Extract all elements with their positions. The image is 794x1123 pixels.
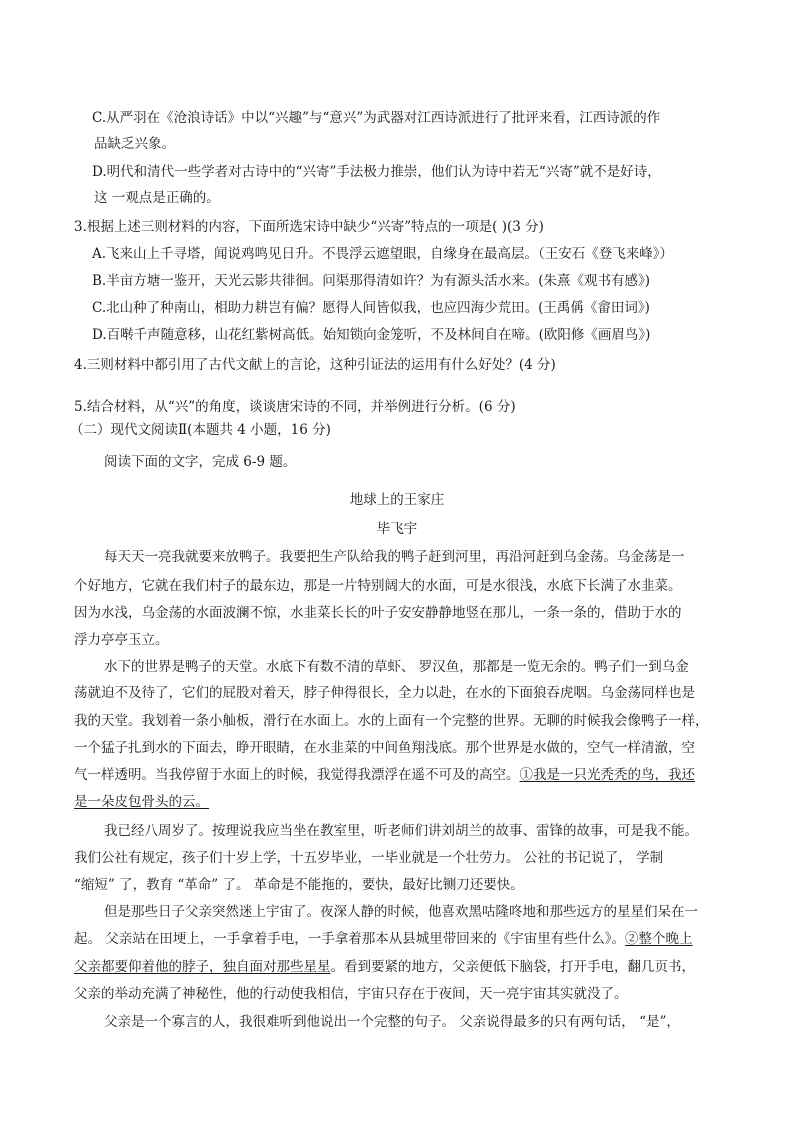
p5-line1: 父亲是一个寡言的人，我很难听到他说出一个完整的句子。 父亲说得最多的只有两句话， “是”， xyxy=(104,1014,680,1030)
p3-line3: “缩短” 了，教育 “革命” 了。 革命是不能拖的，要快，最好比铡刀还要快。 xyxy=(74,877,524,893)
q3-option-c: C.北山种了种南山，相助力耕岂有偏？愿得人间皆似我，也应四海少荒田。(王禹偁《畲田词》) xyxy=(92,300,650,316)
p1-line1: 每天天一亮我就要来放鸭子。我要把生产队给我的鸭子赶到河里，再沿河赶到乌金荡。乌金荡是一 xyxy=(104,549,685,565)
p2-marked-sentence-1a: ①我是一只光秃秃的鸟，我还 xyxy=(519,767,695,783)
p1-line3: 因为水浅，乌金荡的水面波澜不惊，水韭菜长长的叶子安安静静地竖在那儿，一条一条的，借助于水的 xyxy=(74,605,682,621)
q4-stem: 4.三则材料中都引用了古代文献上的言论，这种引证法的运用有什么好处？(4 分) xyxy=(74,357,556,373)
q3-option-a: A.飞来山上千寻塔，闻说鸡鸣见日升。不畏浮云遮望眼，自缘身在最高层。（王安石《登飞来峰》） xyxy=(92,246,674,262)
q2-option-d-line1: D.明代和清代一些学者对古诗中的“兴寄”手法极力推崇，他们认为诗中若无“兴寄”就不是好诗， xyxy=(92,164,661,180)
article-title: 地球上的王家庄 xyxy=(349,492,445,508)
p2-line6 xyxy=(74,792,724,812)
p4-line2-text: 起。 父亲站在田埂上，一手拿着手电，一手拿着那本从县城里带回来的《宇宙里有些什么》。 xyxy=(74,931,626,947)
p4-line2 xyxy=(74,929,724,949)
q3-stem: 3.根据上述三则材料的内容，下面所选宋诗中缺少“兴寄”特点的一项是( )(3 分) xyxy=(74,219,544,235)
q5-stem: 5.结合材料，从“兴”的角度，谈谈唐宋诗的不同，并举例进行分析。(6 分) xyxy=(74,399,516,415)
p3-line2: 我们公社有规定，孩子们十岁上学，十五岁毕业，一毕业就是一个壮劳力。 公社的书记说了， 学制 xyxy=(74,850,664,866)
p1-line2: 个好地方，它就在我们村子的最东边，那是一片特别阔大的水面，可是水很浅，水底下长满了水韭菜。 xyxy=(74,578,682,594)
p4-marked-sentence-2b: 父亲都要仰着他的脖子，独自面对那些星星 xyxy=(74,959,331,975)
p4-marked-sentence-2a: ②整个晚上 xyxy=(625,931,693,947)
q2-option-c-line2: 品缺乏兴象。 xyxy=(94,136,175,152)
p4-line3-text: 。看到要紧的地方，父亲便低下脑袋，打开手电，翻几页书， xyxy=(330,959,695,975)
p2-line1: 水下的世界是鸭子的天堂。水底下有数不清的草虾、 罗汉鱼，那都是一览无余的。鸭子们一到乌金 xyxy=(104,659,689,675)
p2-line4: 一个猛子扎到水的下面去，睁开眼睛，在水韭菜的中间鱼翔浅底。那个世界是水做的，空气一样清澈，空 xyxy=(74,740,695,756)
q3-option-d: D.百啭千声随意移，山花红紫树高低。始知锁向金笼听，不及林间自在啼。(欧阳修《画眉鸟》) xyxy=(92,327,651,343)
p2-line3: 我的天堂。我划着一条小舢板，滑行在水面上。水的上面有一个完整的世界。无聊的时候我会像鸭子一样， xyxy=(74,713,709,729)
p2-line5-text: 气一样透明。当我停留于水面上的时候，我觉得我漂浮在遥不可及的高空。 xyxy=(74,767,520,783)
p4-line1: 但是那些日子父亲突然迷上宇宙了。夜深人静的时候，他喜欢黑咕隆咚地和那些远方的星星们呆在一 xyxy=(104,904,698,920)
q2-option-d-line2: 这 一观点是正确的。 xyxy=(94,190,220,206)
p3-line1: 我已经八周岁了。按理说我应当坐在教室里，听老师们讲刘胡兰的故事、雷锋的故事，可是我不能。 xyxy=(104,823,698,839)
q2-option-c-line1: C.从严羽在《沧浪诗话》中以“兴趣”与“意兴”为武器对江西诗派进行了批评来看，江西诗派的作 xyxy=(92,110,661,126)
p4-line4: 父亲的举动充满了神秘性，他的行动使我相信，宇宙只存在于夜间，天一亮宇宙其实就没了。 xyxy=(74,986,628,1002)
p1-line4: 浮力亭亭玉立。 xyxy=(74,632,169,648)
article-author: 毕飞宇 xyxy=(376,521,418,537)
section2-instruction: 阅读下面的文字，完成 6-9 题。 xyxy=(104,454,297,470)
p2-line5 xyxy=(74,765,724,785)
section2-heading: （二）现代文阅读Ⅱ(本题共 4 小题，16 分) xyxy=(70,422,331,438)
p2-marked-sentence-1b: 是一朵皮包骨头的云。 xyxy=(74,794,209,810)
q3-option-b: B.半亩方塘一鉴开，天光云影共徘徊。问渠那得清如许？为有源头活水来。(朱熹《观书有感》) xyxy=(92,273,650,289)
p4-line3 xyxy=(74,957,724,977)
p2-line2: 荡就迫不及待了，它们的屁股对着天，脖子伸得很长，全力以赴，在水的下面狼吞虎咽。乌金荡同样也是 xyxy=(74,685,695,701)
